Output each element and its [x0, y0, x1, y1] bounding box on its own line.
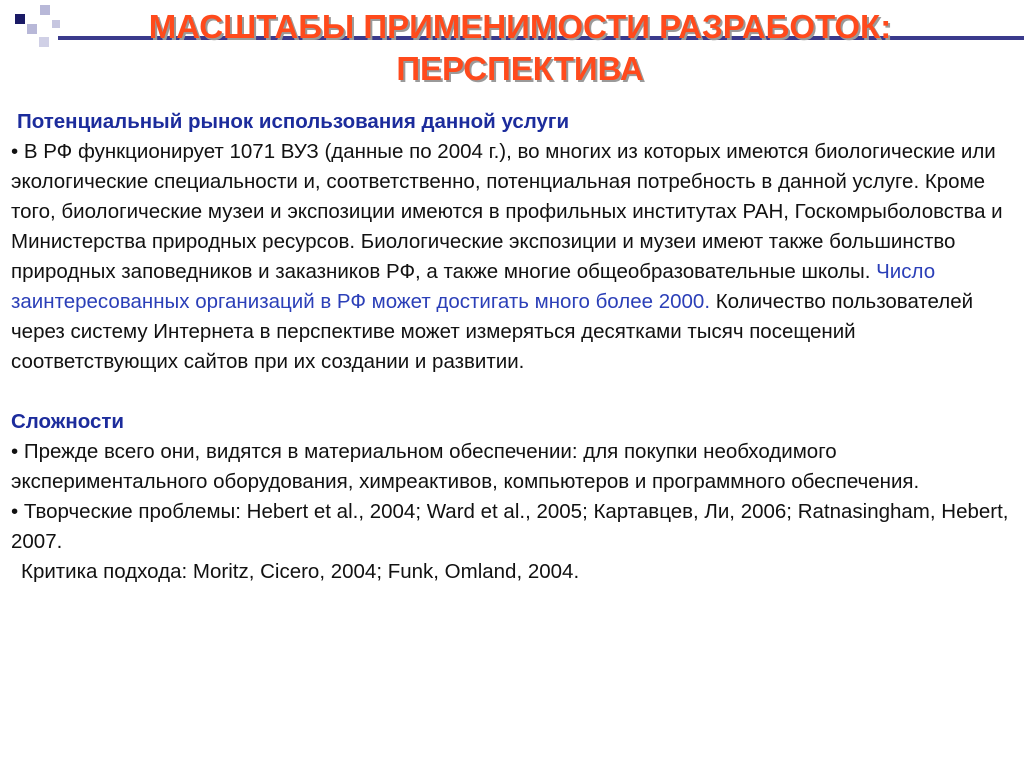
market-paragraph [11, 137, 1013, 377]
criticism-line: Критика подхода: Moritz, Cicero, 2004; Funk, Omland, 2004. [21, 560, 580, 583]
difficulties-bullet-2: • Творческие проблемы: Hebert et al., 2004; Ward et al., 2005; Картавцев, Ли, 2006; Ratnasingham, Hebert, 2007. [11, 500, 1009, 553]
slide-title-line-2: ПЕРСПЕКТИВА [396, 50, 644, 87]
market-heading: Потенциальный рынок использования данной услуги [17, 110, 570, 133]
difficulties-heading: Сложности [11, 410, 125, 433]
section-spacer [11, 377, 1013, 407]
slide-body [11, 107, 1013, 587]
slide-title-line-1: МАСШТАБЫ ПРИМЕНИМОСТИ РАЗРАБОТОК: [148, 8, 892, 45]
market-paragraph-end: Количество пользователей через систему Интернета в перспективе может измеряться десятками тысяч посещений соответствующих сайтов при их создании и развитии. [11, 290, 974, 373]
difficulties-bullet-1: • Прежде всего они, видятся в материальном обеспечении: для покупки необходимого экспериментального оборудования, химреактивов, компьютеров и программного обеспечения. [11, 440, 920, 493]
market-paragraph-start: • В РФ функционирует 1071 ВУЗ (данные по 2004 г.), во многих из которых имеются биологические или экологические специальности и, соответственно, потенциальная потребность в данной услуге. Кроме того, биологические музеи и экспозиции имеются в профильных институтах РАН, Госкомрыболовства и Министерства природных ресурсов. Биологические экспозиции и музеи имеют также большинство природных заповедников и заказников РФ, а также многие общеобразовательные школы. [11, 140, 1003, 283]
market-highlight-text: Число заинтересованных организаций в РФ может достигать много более 2000. [11, 260, 936, 313]
slide-title [40, 6, 1000, 90]
